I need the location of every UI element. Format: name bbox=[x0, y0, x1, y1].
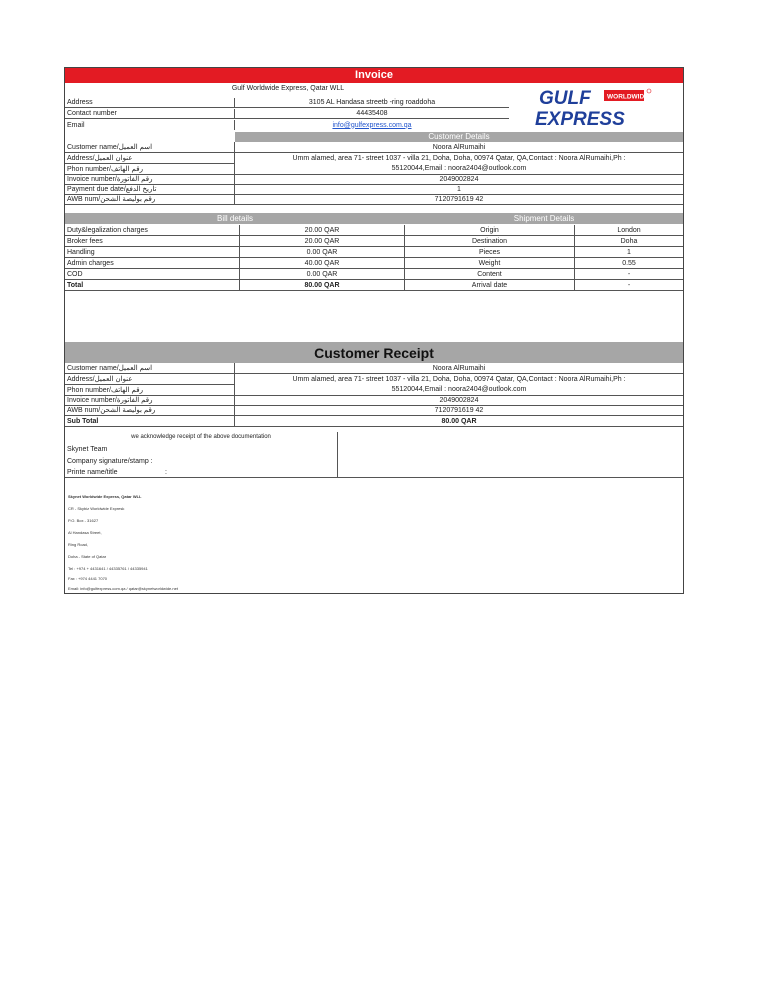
receipt-title: Customer Receipt bbox=[65, 342, 683, 363]
footer-line: Fax : +974 4441 7070 bbox=[68, 576, 108, 581]
bill-total-amount: 80.00 QAR bbox=[240, 280, 405, 291]
email-row bbox=[65, 120, 509, 130]
shipment-row-label: Arrival date bbox=[405, 280, 575, 291]
shipment-row-value: London bbox=[575, 225, 683, 236]
address-label: Address bbox=[65, 98, 235, 108]
receipt-phone-line: 55120044,Email : noora2404@outlook.com bbox=[391, 386, 527, 393]
invoice-number-value: 2049002824 bbox=[235, 175, 683, 185]
customer-address-label: Address/عنوان العميل bbox=[65, 153, 235, 164]
svg-text:EXPRESS: EXPRESS bbox=[535, 109, 625, 130]
subtotal-value: 80.00 QAR bbox=[235, 416, 683, 427]
shipment-row-value: - bbox=[575, 280, 683, 291]
receipt-address-label: Address/عنوان العميل bbox=[65, 374, 235, 385]
receipt-table bbox=[65, 363, 683, 433]
email-link[interactable]: info@gulfexpress.com.qa bbox=[332, 121, 412, 129]
footer-line: P.O. Box - 31627 bbox=[68, 518, 99, 523]
shipment-row-value: - bbox=[575, 269, 683, 280]
receipt-invoice-number-value: 2049002824 bbox=[235, 396, 683, 406]
company-name: Gulf Worldwide Express, Qatar WLL bbox=[231, 84, 345, 92]
shipment-row-label: Origin bbox=[405, 225, 575, 236]
shipment-row-value: 0.55 bbox=[575, 258, 683, 269]
footer-line: Tel : +974 + 4431641 / 44335761 / 44335941 bbox=[68, 566, 148, 571]
address-row bbox=[65, 98, 509, 108]
bill-total-label: Total bbox=[65, 280, 240, 291]
bill-shipment-header-row bbox=[65, 205, 683, 226]
payment-due-value: 1 bbox=[235, 185, 683, 195]
skynet-team-label: Skynet Team bbox=[67, 445, 108, 453]
invoice-sheet bbox=[64, 67, 684, 594]
footer-line: CR - Skybiz Worldwide Expresk bbox=[68, 506, 125, 511]
contact-value: 44435408 bbox=[235, 109, 509, 119]
bill-row-label: Handling bbox=[65, 247, 240, 258]
bill-row-amount: 0.00 QAR bbox=[240, 247, 405, 258]
footer-line: Skynet Worldwide Express, Qatar WLL bbox=[68, 494, 142, 499]
acknowledge-divider bbox=[337, 432, 338, 477]
contact-label: Contact number bbox=[65, 109, 235, 119]
footer-block bbox=[65, 490, 683, 590]
customer-phone-line: 55120044,Email : noora2404@outlook.com bbox=[391, 165, 527, 172]
customer-address-line: Umm alamed, area 71- street 1037 - villa 21, Doha, Doha, 00974 Qatar, QA,Contact : Noora AlRumaihi,Ph : bbox=[292, 155, 626, 162]
receipt-invoice-number-label: Invoice number/رقم الفاتورة bbox=[65, 396, 235, 406]
customer-phone-label: Phon number/رقم الهاتف bbox=[65, 164, 235, 175]
printe-name-label: Printe name/title bbox=[67, 468, 118, 476]
footer-line: Email: info@gulfexpress.com.qa / qatar@skynetworldwide.net bbox=[68, 586, 178, 591]
bill-row-label: Duty&legalization charges bbox=[65, 225, 240, 236]
bill-row-amount: 20.00 QAR bbox=[240, 225, 405, 236]
shipment-details-header: Shipment Details bbox=[405, 213, 683, 224]
svg-text:GULF: GULF bbox=[539, 88, 591, 109]
receipt-address-value bbox=[235, 374, 683, 396]
receipt-awb-value: 7120791619 42 bbox=[235, 406, 683, 416]
printe-name-colon: : bbox=[165, 468, 167, 476]
shipment-row-label: Pieces bbox=[405, 247, 575, 258]
footer-line: Al Handasa Street, bbox=[68, 530, 102, 535]
bill-row-label: Admin charges bbox=[65, 258, 240, 269]
footer-line: Doha - State of Qatar bbox=[68, 554, 107, 559]
customer-name-label: Customer name/اسم العميل bbox=[65, 142, 235, 153]
email-label: Email bbox=[65, 120, 235, 130]
bill-details-header: Bill details bbox=[65, 213, 405, 224]
bill-row-amount: 20.00 QAR bbox=[240, 236, 405, 247]
contact-row bbox=[65, 109, 509, 119]
awb-number-value: 7120791619 42 bbox=[235, 195, 683, 205]
address-value: 3105 AL Handasa streetb -ring roaddoha bbox=[235, 98, 509, 108]
invoice-number-label: Invoice number/رقم الفاتورة bbox=[65, 175, 235, 185]
customer-name-value: Noora AlRumaihi bbox=[235, 142, 683, 153]
signature-label: Company signature/stamp : bbox=[67, 457, 153, 465]
customer-details-table bbox=[65, 142, 683, 214]
svg-text:WORLDWIDE: WORLDWIDE bbox=[607, 93, 649, 101]
gulf-express-logo bbox=[513, 83, 659, 131]
receipt-header-row bbox=[65, 342, 683, 363]
shipment-row-label: Content bbox=[405, 269, 575, 280]
receipt-address-line: Umm alamed, area 71- street 1037 - villa 21, Doha, Doha, 00974 Qatar, QA,Contact : Noora AlRumaihi,Ph : bbox=[292, 376, 626, 383]
acknowledge-block bbox=[65, 432, 683, 478]
customer-details-header: Customer Details bbox=[235, 132, 683, 142]
invoice-title-row bbox=[65, 68, 683, 83]
acknowledge-text: we acknowledge receipt of the above documentation bbox=[131, 434, 271, 440]
customer-details-header-row bbox=[65, 132, 683, 142]
bill-row-amount: 40.00 QAR bbox=[240, 258, 405, 269]
receipt-phone-label: Phon number/رقم الهاتف bbox=[65, 385, 235, 396]
payment-due-label: Payment due date/تاريخ الدفع bbox=[65, 185, 235, 195]
receipt-customer-name-value: Noora AlRumaihi bbox=[235, 363, 683, 374]
footer-line: Ring Road, bbox=[68, 542, 89, 547]
customer-address-value bbox=[235, 153, 683, 175]
awb-number-label: AWB num/رقم بوليصة الشحن bbox=[65, 195, 235, 205]
invoice-title: Invoice bbox=[65, 68, 683, 83]
shipment-row-label: Destination bbox=[405, 236, 575, 247]
bill-shipment-table bbox=[65, 225, 683, 295]
receipt-awb-label: AWB num/رقم بوليصة الشحن bbox=[65, 406, 235, 416]
bill-row-label: Broker fees bbox=[65, 236, 240, 247]
subtotal-label: Sub Total bbox=[65, 416, 235, 427]
shipment-row-value: 1 bbox=[575, 247, 683, 258]
bill-row-label: COD bbox=[65, 269, 240, 280]
receipt-customer-name-label: Customer name/اسم العميل bbox=[65, 363, 235, 374]
shipment-row-value: Doha bbox=[575, 236, 683, 247]
bill-row-amount: 0.00 QAR bbox=[240, 269, 405, 280]
shipment-row-label: Weight bbox=[405, 258, 575, 269]
